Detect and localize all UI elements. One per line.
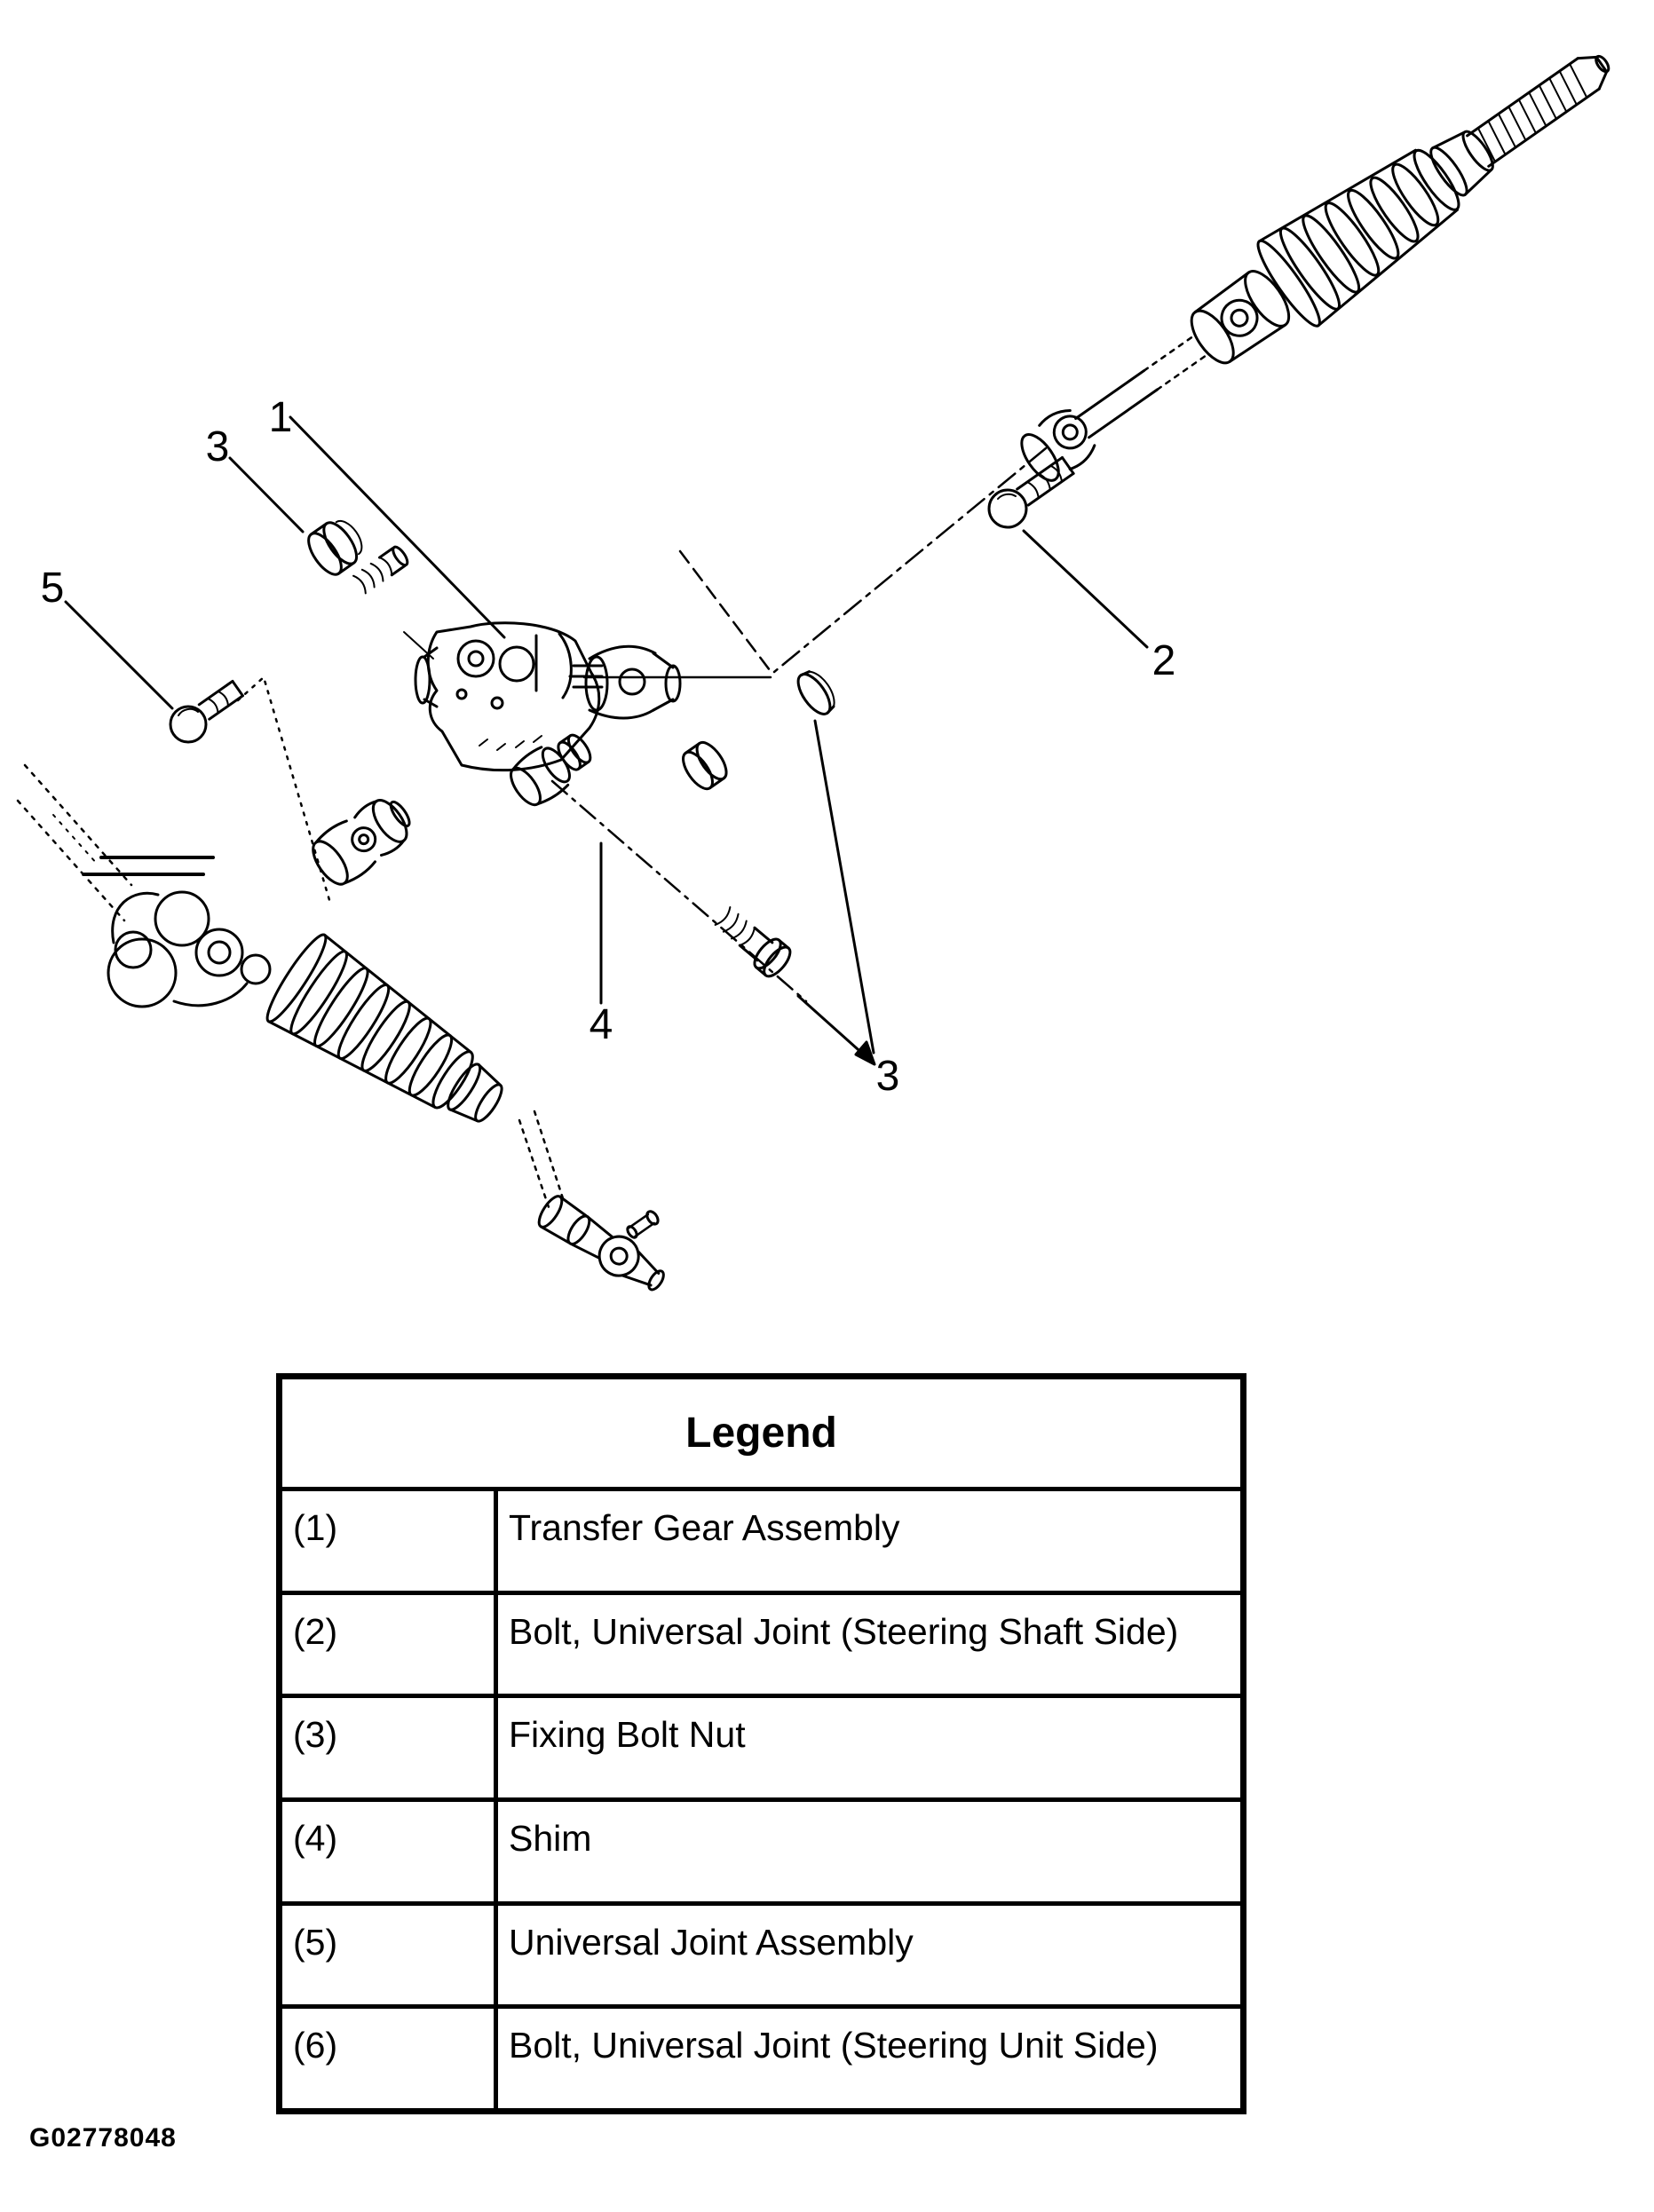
leader-3-bottom-b [798,996,866,1056]
lower-threaded-bolt [711,903,795,981]
bolt-steering-unit-side [353,545,410,594]
legend-title: Legend [685,1410,837,1457]
leader-5 [66,602,172,708]
fixing-bolt-nut-top [303,512,370,580]
legend-row-2-desc: Bolt, Universal Joint (Steering Shaft Side) [498,1591,1240,1695]
fixing-bolt-nut-mid [677,738,732,794]
callout-5: 5 [40,565,65,612]
callout-1: 1 [268,394,293,441]
callout-3-bottom: 3 [875,1053,900,1100]
legend-table [276,1373,1246,2114]
callout-2: 2 [1151,637,1176,684]
legend-row-5-num: (5) [282,1901,498,2005]
legend-row-2-num: (2) [282,1591,498,1695]
callout-3-top: 3 [205,423,230,470]
legend-row-4-desc: Shim [498,1797,1240,1901]
centerline-branch [680,551,770,670]
callout-4: 4 [589,1001,613,1048]
legend-row-6-desc: Bolt, Universal Joint (Steering Unit Side) [498,2004,1240,2108]
centerline-shaft-to-gear [774,448,1046,672]
fixing-bolt-nut-upper [792,666,841,719]
legend-row-3-desc: Fixing Bolt Nut [498,1694,1240,1797]
leader-2 [1024,531,1147,647]
legend-row-3-num: (3) [282,1694,498,1797]
legend-row-1-desc: Transfer Gear Assembly [498,1487,1240,1591]
legend-row-5-desc: Universal Joint Assembly [498,1901,1240,2005]
yoke-and-shim [503,724,599,812]
leader-3-top [230,458,303,532]
legend-row-4-num: (4) [282,1797,498,1901]
centerline-lower-bolt [552,781,806,1001]
leader-3-bottom-a [815,721,874,1053]
steering-shaft-assembly [1001,20,1635,507]
legend-row-6-num: (6) [282,2004,498,2108]
projection-dotted-line [238,677,329,900]
steering-unit-assembly [18,765,671,1300]
bolt-to-gear-line [404,632,433,659]
joint-bolt [170,681,242,742]
universal-joint-assembly [305,788,421,892]
figure-id: G02778048 [29,2123,177,2153]
legend-row-1-num: (1) [282,1487,498,1591]
